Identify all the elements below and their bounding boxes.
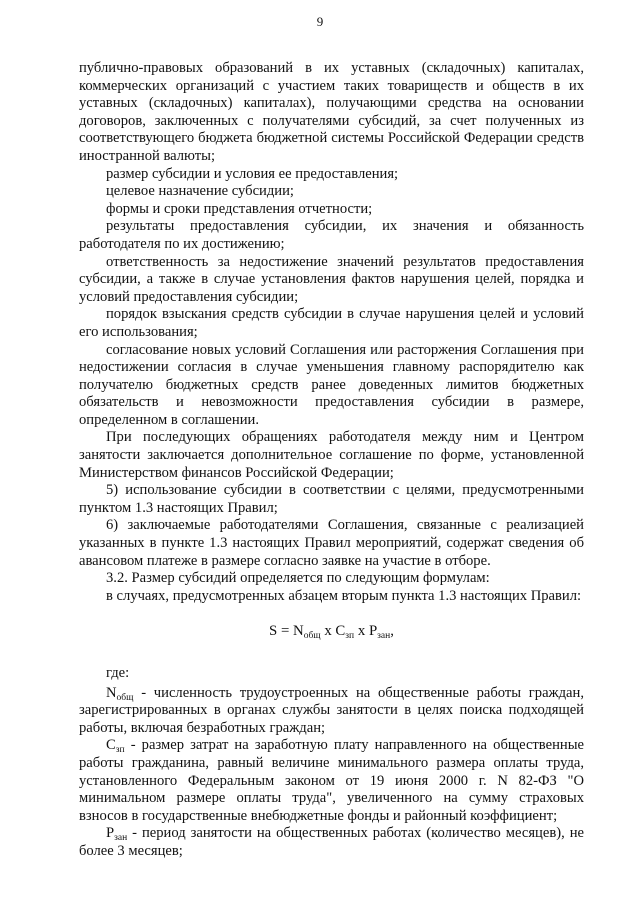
subsidy-formula: [79, 623, 584, 641]
page-number: 9: [316, 14, 324, 29]
formula-p-subscript: зан: [377, 631, 391, 642]
definition-p: [79, 825, 584, 860]
formula-n-subscript: общ: [303, 631, 321, 642]
paragraph-section-3-2: 3.2. Размер субсидий определяется по следующим формулам:: [106, 570, 490, 587]
list-item-results: результаты предоставления субсидии, их значения и обязанность работодателя по их достижению;: [79, 218, 584, 252]
paragraph-additional-agreement: При последующих обращениях работодателя между ним и Центром занятости заключается дополнительное соглашение по форме, установленной Министерством финансов Российской Федерации;: [79, 429, 584, 481]
definition-n: [79, 685, 584, 738]
list-item-responsibility: ответственность за недостижение значений результатов предоставления субсидии, а также в случае установления фактов нарушения целей, порядка и условий предоставления субсидии;: [79, 253, 584, 305]
definition-n-text: - численность трудоустроенных на общественные работы граждан, зарегистрированных в органах службы занятости в целях поиска подходящей работы, включая безработных граждан;: [79, 684, 584, 736]
definition-n-subscript: общ: [116, 692, 134, 703]
paragraph-item-6: 6) заключаемые работодателями Соглашения, связанные с реализацией указанных в пункте 1.3 настоящих Правил мероприятий, содержат сведения об авансовом платеже в размере согласно заявке на участие в отборе.: [79, 517, 584, 569]
paragraph-continuation: публично-правовых образований в их уставных (складочных) капиталах, коммерческих организаций с участием таких товариществ и обществ в их уставных (складочных) капиталах), получающими средства на основании договоров, заключенных с получателями субсидий, за счет полученных из соответствующего бюджета бюджетной системы Российской Федерации средств иностранной валюты;: [79, 60, 584, 164]
definition-p-subscript: зан: [114, 833, 128, 844]
definition-c-subscript: зп: [115, 745, 125, 756]
definition-n-symbol: N: [106, 684, 117, 701]
definition-p-text: - период занятости на общественных работах (количество месяцев), не более 3 месяцев;: [79, 825, 584, 859]
formula-lhs: S = N: [269, 623, 304, 640]
definition-c-symbol: C: [106, 737, 116, 754]
formula-times-p: x P: [354, 623, 378, 640]
definition-c: [79, 737, 584, 825]
list-item-recovery-procedure: порядок взыскания средств субсидии в случае нарушения целей и условий его использования;: [79, 306, 584, 340]
paragraph-item-5: 5) использование субсидии в соответствии с целями, предусмотренными пунктом 1.3 настоящих Правил;: [79, 482, 584, 516]
list-item-subsidy-purpose: целевое назначение субсидии;: [106, 183, 294, 200]
list-item-subsidy-amount: размер субсидии и условия ее предоставления;: [106, 165, 399, 182]
formula-c-subscript: зп: [345, 631, 355, 642]
definition-c-text: - размер затрат на заработную плату направленного на общественные работы гражданина, равный величине минимального размера оплаты труда, установленного Федеральным законом от 19 июня 2000 г. N 82-ФЗ "О минимальном размере оплаты труда", увеличенного на сумму страховых взносов в государственные внебюджетные фонды и районный коэффициент;: [79, 737, 584, 824]
list-item-agreement-changes: согласование новых условий Соглашения или расторжения Соглашения при недостижении согласия в случае уменьшения главному распорядителю как получателю бюджетных средств ранее доведенных лимитов бюджетных обязательств и невозможности предоставления субсидии в размере, определенном в соглашении.: [79, 341, 584, 428]
paragraph-where: где:: [106, 665, 130, 681]
formula-times-c: x C: [320, 623, 346, 640]
paragraph-cases: в случаях, предусмотренных абзацем вторым пункта 1.3 настоящих Правил:: [106, 587, 582, 604]
definition-p-symbol: P: [106, 825, 115, 842]
formula-tail: ,: [390, 623, 394, 640]
document-body: [79, 60, 584, 861]
list-item-reporting-forms: формы и сроки представления отчетности;: [106, 200, 373, 217]
